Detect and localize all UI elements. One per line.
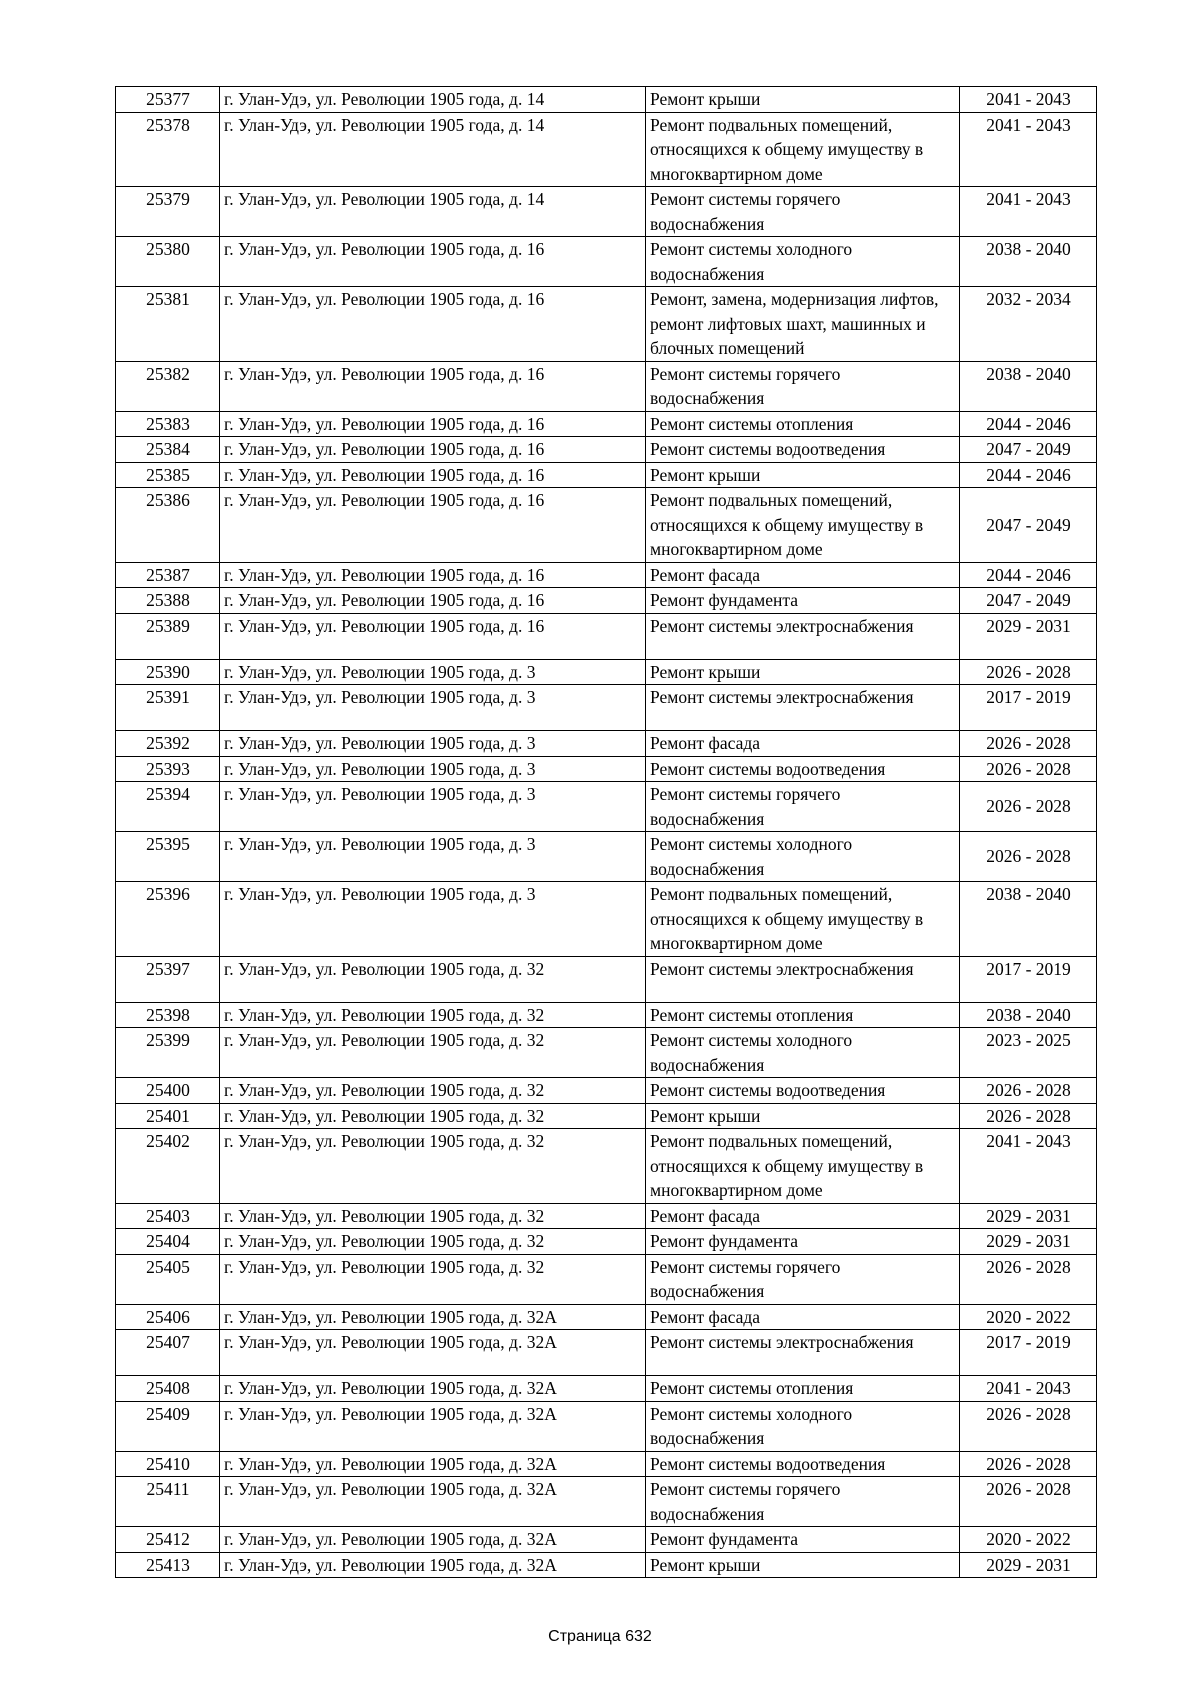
record-number-cell: 25403	[116, 1203, 220, 1229]
table-row	[116, 756, 1097, 782]
work-type-cell: Ремонт системы водоотведения	[646, 1451, 960, 1477]
period-cell: 2017 - 2019	[960, 1330, 1097, 1376]
work-type-cell: Ремонт системы холодного водоснабжения	[646, 832, 960, 882]
table-row	[116, 588, 1097, 614]
registry-sheet	[115, 86, 1096, 1578]
record-number-cell: 25394	[116, 782, 220, 832]
address-cell: г. Улан-Удэ, ул. Революции 1905 года, д. 32А	[220, 1304, 646, 1330]
work-type-cell: Ремонт системы холодного водоснабжения	[646, 1028, 960, 1078]
address-cell: г. Улан-Удэ, ул. Революции 1905 года, д. 32А	[220, 1330, 646, 1376]
period-cell: 2020 - 2022	[960, 1304, 1097, 1330]
address-cell: г. Улан-Удэ, ул. Революции 1905 года, д. 32А	[220, 1552, 646, 1578]
record-number-cell: 25404	[116, 1229, 220, 1255]
table-row	[116, 1254, 1097, 1304]
address-cell: г. Улан-Удэ, ул. Революции 1905 года, д. 32	[220, 1002, 646, 1028]
work-type-cell: Ремонт системы горячего водоснабжения	[646, 1254, 960, 1304]
record-number-cell: 25379	[116, 187, 220, 237]
record-number-cell: 25400	[116, 1078, 220, 1104]
work-type-cell: Ремонт подвальных помещений, относящихся к общему имуществу в многоквартирном доме	[646, 1129, 960, 1204]
table-row	[116, 731, 1097, 757]
address-cell: г. Улан-Удэ, ул. Революции 1905 года, д. 32А	[220, 1401, 646, 1451]
table-row	[116, 112, 1097, 187]
period-cell: 2032 - 2034	[960, 287, 1097, 362]
address-cell: г. Улан-Удэ, ул. Революции 1905 года, д. 32	[220, 1129, 646, 1204]
period-cell: 2020 - 2022	[960, 1527, 1097, 1553]
record-number-cell: 25385	[116, 462, 220, 488]
record-number-cell: 25387	[116, 562, 220, 588]
work-type-cell: Ремонт крыши	[646, 1552, 960, 1578]
record-number-cell: 25378	[116, 112, 220, 187]
address-cell: г. Улан-Удэ, ул. Революции 1905 года, д. 16	[220, 562, 646, 588]
record-number-cell: 25382	[116, 361, 220, 411]
table-row	[116, 488, 1097, 563]
work-type-cell: Ремонт подвальных помещений, относящихся к общему имуществу в многоквартирном доме	[646, 112, 960, 187]
address-cell: г. Улан-Удэ, ул. Революции 1905 года, д. 16	[220, 462, 646, 488]
period-cell: 2026 - 2028	[960, 731, 1097, 757]
period-cell: 2026 - 2028	[960, 659, 1097, 685]
table-row	[116, 1477, 1097, 1527]
address-cell: г. Улан-Удэ, ул. Революции 1905 года, д. 32	[220, 1103, 646, 1129]
address-cell: г. Улан-Удэ, ул. Революции 1905 года, д. 14	[220, 87, 646, 113]
table-row	[116, 1002, 1097, 1028]
work-type-cell: Ремонт системы электроснабжения	[646, 613, 960, 659]
record-number-cell: 25413	[116, 1552, 220, 1578]
period-cell: 2041 - 2043	[960, 1129, 1097, 1204]
work-type-cell: Ремонт крыши	[646, 462, 960, 488]
period-cell: 2038 - 2040	[960, 361, 1097, 411]
work-type-cell: Ремонт системы холодного водоснабжения	[646, 1401, 960, 1451]
work-type-cell: Ремонт, замена, модернизация лифтов, ремонт лифтовых шахт, машинных и блочных помещений	[646, 287, 960, 362]
record-number-cell: 25410	[116, 1451, 220, 1477]
period-cell: 2044 - 2046	[960, 562, 1097, 588]
address-cell: г. Улан-Удэ, ул. Революции 1905 года, д. 16	[220, 361, 646, 411]
work-type-cell: Ремонт системы горячего водоснабжения	[646, 782, 960, 832]
address-cell: г. Улан-Удэ, ул. Революции 1905 года, д. 16	[220, 613, 646, 659]
record-number-cell: 25383	[116, 411, 220, 437]
work-type-cell: Ремонт системы водоотведения	[646, 437, 960, 463]
table-row	[116, 361, 1097, 411]
period-cell: 2044 - 2046	[960, 462, 1097, 488]
period-cell: 2026 - 2028	[960, 782, 1097, 832]
record-number-cell: 25399	[116, 1028, 220, 1078]
table-row	[116, 437, 1097, 463]
period-cell: 2026 - 2028	[960, 1477, 1097, 1527]
address-cell: г. Улан-Удэ, ул. Революции 1905 года, д. 3	[220, 685, 646, 731]
table-row	[116, 956, 1097, 1002]
table-row	[116, 1103, 1097, 1129]
address-cell: г. Улан-Удэ, ул. Революции 1905 года, д. 16	[220, 588, 646, 614]
period-cell: 2029 - 2031	[960, 1552, 1097, 1578]
record-number-cell: 25390	[116, 659, 220, 685]
work-type-cell: Ремонт крыши	[646, 659, 960, 685]
work-type-cell: Ремонт фасада	[646, 731, 960, 757]
address-cell: г. Улан-Удэ, ул. Революции 1905 года, д. 16	[220, 237, 646, 287]
period-cell: 2041 - 2043	[960, 187, 1097, 237]
table-row	[116, 1376, 1097, 1402]
table-row	[116, 1330, 1097, 1376]
work-type-cell: Ремонт фундамента	[646, 1527, 960, 1553]
period-cell: 2038 - 2040	[960, 237, 1097, 287]
record-number-cell: 25388	[116, 588, 220, 614]
address-cell: г. Улан-Удэ, ул. Революции 1905 года, д. 16	[220, 437, 646, 463]
table-row	[116, 1527, 1097, 1553]
work-type-cell: Ремонт системы горячего водоснабжения	[646, 361, 960, 411]
table-row	[116, 1401, 1097, 1451]
table-row	[116, 1129, 1097, 1204]
address-cell: г. Улан-Удэ, ул. Революции 1905 года, д. 3	[220, 882, 646, 957]
work-type-cell: Ремонт фундамента	[646, 588, 960, 614]
address-cell: г. Улан-Удэ, ул. Революции 1905 года, д. 14	[220, 187, 646, 237]
record-number-cell: 25401	[116, 1103, 220, 1129]
table-row	[116, 187, 1097, 237]
work-type-cell: Ремонт фасада	[646, 562, 960, 588]
record-number-cell: 25377	[116, 87, 220, 113]
period-cell: 2026 - 2028	[960, 1401, 1097, 1451]
period-cell: 2017 - 2019	[960, 956, 1097, 1002]
period-cell: 2026 - 2028	[960, 1451, 1097, 1477]
table-row	[116, 832, 1097, 882]
period-cell: 2041 - 2043	[960, 87, 1097, 113]
work-type-cell: Ремонт системы электроснабжения	[646, 685, 960, 731]
work-type-cell: Ремонт системы электроснабжения	[646, 1330, 960, 1376]
table-row	[116, 562, 1097, 588]
period-cell: 2029 - 2031	[960, 1229, 1097, 1255]
period-cell: 2029 - 2031	[960, 1203, 1097, 1229]
period-cell: 2026 - 2028	[960, 832, 1097, 882]
work-type-cell: Ремонт системы отопления	[646, 1376, 960, 1402]
work-type-cell: Ремонт системы отопления	[646, 1002, 960, 1028]
record-number-cell: 25402	[116, 1129, 220, 1204]
address-cell: г. Улан-Удэ, ул. Революции 1905 года, д. 14	[220, 112, 646, 187]
table-row	[116, 237, 1097, 287]
record-number-cell: 25389	[116, 613, 220, 659]
record-number-cell: 25408	[116, 1376, 220, 1402]
page-footer	[0, 1628, 1200, 1646]
work-type-cell: Ремонт системы горячего водоснабжения	[646, 1477, 960, 1527]
address-cell: г. Улан-Удэ, ул. Революции 1905 года, д. 16	[220, 411, 646, 437]
address-cell: г. Улан-Удэ, ул. Революции 1905 года, д. 32А	[220, 1477, 646, 1527]
period-cell: 2047 - 2049	[960, 437, 1097, 463]
table-row	[116, 1229, 1097, 1255]
address-cell: г. Улан-Удэ, ул. Революции 1905 года, д. 32	[220, 1229, 646, 1255]
work-type-cell: Ремонт подвальных помещений, относящихся к общему имуществу в многоквартирном доме	[646, 488, 960, 563]
address-cell: г. Улан-Удэ, ул. Революции 1905 года, д. 32А	[220, 1376, 646, 1402]
table-row	[116, 782, 1097, 832]
record-number-cell: 25384	[116, 437, 220, 463]
table-row	[116, 659, 1097, 685]
table-row	[116, 411, 1097, 437]
period-cell: 2026 - 2028	[960, 1254, 1097, 1304]
record-number-cell: 25409	[116, 1401, 220, 1451]
period-cell: 2044 - 2046	[960, 411, 1097, 437]
record-number-cell: 25398	[116, 1002, 220, 1028]
work-type-cell: Ремонт фасада	[646, 1304, 960, 1330]
address-cell: г. Улан-Удэ, ул. Революции 1905 года, д. 32А	[220, 1527, 646, 1553]
record-number-cell: 25412	[116, 1527, 220, 1553]
table-body	[116, 87, 1097, 1578]
period-cell: 2038 - 2040	[960, 1002, 1097, 1028]
record-number-cell: 25411	[116, 1477, 220, 1527]
period-cell: 2047 - 2049	[960, 588, 1097, 614]
period-cell: 2047 - 2049	[960, 488, 1097, 563]
work-type-cell: Ремонт системы горячего водоснабжения	[646, 187, 960, 237]
record-number-cell: 25395	[116, 832, 220, 882]
work-type-cell: Ремонт крыши	[646, 1103, 960, 1129]
table-row	[116, 1304, 1097, 1330]
table-row	[116, 613, 1097, 659]
address-cell: г. Улан-Удэ, ул. Революции 1905 года, д. 32	[220, 1078, 646, 1104]
record-number-cell: 25396	[116, 882, 220, 957]
table-row	[116, 1552, 1097, 1578]
record-number-cell: 25407	[116, 1330, 220, 1376]
table-row	[116, 287, 1097, 362]
period-cell: 2026 - 2028	[960, 1103, 1097, 1129]
table-row	[116, 1451, 1097, 1477]
period-cell: 2026 - 2028	[960, 1078, 1097, 1104]
work-type-cell: Ремонт системы электроснабжения	[646, 956, 960, 1002]
record-number-cell: 25393	[116, 756, 220, 782]
address-cell: г. Улан-Удэ, ул. Революции 1905 года, д. 16	[220, 488, 646, 563]
record-number-cell: 25391	[116, 685, 220, 731]
table-row	[116, 1028, 1097, 1078]
repair-schedule-table	[115, 86, 1097, 1578]
work-type-cell: Ремонт подвальных помещений, относящихся к общему имуществу в многоквартирном доме	[646, 882, 960, 957]
address-cell: г. Улан-Удэ, ул. Революции 1905 года, д. 3	[220, 832, 646, 882]
work-type-cell: Ремонт фундамента	[646, 1229, 960, 1255]
work-type-cell: Ремонт фасада	[646, 1203, 960, 1229]
table-row	[116, 1203, 1097, 1229]
address-cell: г. Улан-Удэ, ул. Революции 1905 года, д. 32	[220, 1254, 646, 1304]
address-cell: г. Улан-Удэ, ул. Революции 1905 года, д. 3	[220, 782, 646, 832]
address-cell: г. Улан-Удэ, ул. Революции 1905 года, д. 32А	[220, 1451, 646, 1477]
table-row	[116, 462, 1097, 488]
work-type-cell: Ремонт системы отопления	[646, 411, 960, 437]
record-number-cell: 25405	[116, 1254, 220, 1304]
address-cell: г. Улан-Удэ, ул. Революции 1905 года, д. 16	[220, 287, 646, 362]
address-cell: г. Улан-Удэ, ул. Революции 1905 года, д. 32	[220, 1028, 646, 1078]
address-cell: г. Улан-Удэ, ул. Революции 1905 года, д. 3	[220, 731, 646, 757]
period-cell: 2038 - 2040	[960, 882, 1097, 957]
record-number-cell: 25392	[116, 731, 220, 757]
period-cell: 2041 - 2043	[960, 112, 1097, 187]
address-cell: г. Улан-Удэ, ул. Революции 1905 года, д. 3	[220, 659, 646, 685]
address-cell: г. Улан-Удэ, ул. Революции 1905 года, д. 32	[220, 1203, 646, 1229]
table-row	[116, 87, 1097, 113]
record-number-cell: 25406	[116, 1304, 220, 1330]
period-cell: 2026 - 2028	[960, 756, 1097, 782]
page-number-label: Страница 632	[548, 1628, 652, 1645]
table-row	[116, 685, 1097, 731]
record-number-cell: 25381	[116, 287, 220, 362]
work-type-cell: Ремонт системы холодного водоснабжения	[646, 237, 960, 287]
record-number-cell: 25380	[116, 237, 220, 287]
address-cell: г. Улан-Удэ, ул. Революции 1905 года, д. 3	[220, 756, 646, 782]
table-row	[116, 882, 1097, 957]
record-number-cell: 25386	[116, 488, 220, 563]
period-cell: 2029 - 2031	[960, 613, 1097, 659]
record-number-cell: 25397	[116, 956, 220, 1002]
period-cell: 2023 - 2025	[960, 1028, 1097, 1078]
work-type-cell: Ремонт системы водоотведения	[646, 1078, 960, 1104]
period-cell: 2017 - 2019	[960, 685, 1097, 731]
table-row	[116, 1078, 1097, 1104]
work-type-cell: Ремонт системы водоотведения	[646, 756, 960, 782]
work-type-cell: Ремонт крыши	[646, 87, 960, 113]
period-cell: 2041 - 2043	[960, 1376, 1097, 1402]
address-cell: г. Улан-Удэ, ул. Революции 1905 года, д. 32	[220, 956, 646, 1002]
